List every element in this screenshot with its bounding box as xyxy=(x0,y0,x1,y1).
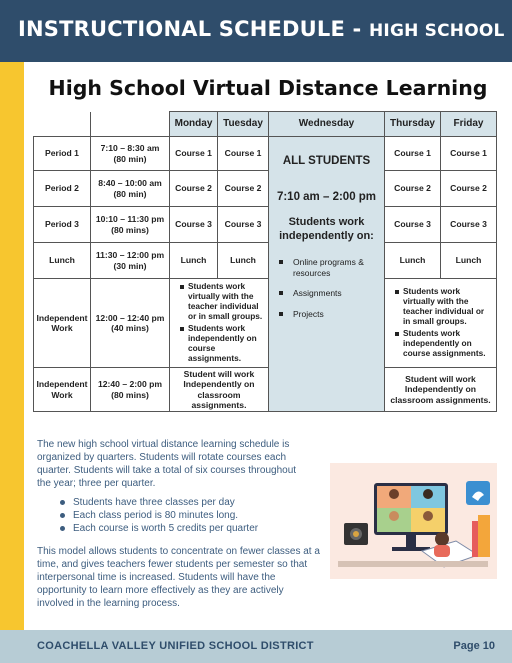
cell-thursday: Course 2 xyxy=(385,171,441,207)
cell-monday: Course 3 xyxy=(170,207,218,243)
time-range: 7:10 – 8:30 am xyxy=(100,143,160,154)
period-time xyxy=(91,137,170,171)
table-row xyxy=(34,137,497,171)
period-time xyxy=(91,243,170,279)
key-points-list xyxy=(59,496,258,535)
period-time xyxy=(91,207,170,243)
time-duration: (80 mins) xyxy=(111,389,149,400)
table-corner xyxy=(34,112,91,137)
cell-thursday: Lunch xyxy=(385,243,441,279)
text-line: classroom assignments. xyxy=(191,389,247,410)
list-item: Projects xyxy=(279,309,378,320)
wednesday-indep-line2: independently on: xyxy=(279,229,374,242)
period-label: Period 1 xyxy=(34,137,91,171)
day-header-friday: Friday xyxy=(441,112,497,137)
cell-monday: Lunch xyxy=(170,243,218,279)
cell-monday: Course 2 xyxy=(170,171,218,207)
cell-thursday: Course 3 xyxy=(385,207,441,243)
period-label: Independent Work xyxy=(34,279,91,368)
cell-thu-fri xyxy=(385,368,497,412)
wednesday-independent xyxy=(275,215,378,244)
wednesday-indep-line1: Students work xyxy=(288,215,365,228)
list-item: Assignments xyxy=(279,288,378,299)
period-label: Period 3 xyxy=(34,207,91,243)
accent-sidebar xyxy=(0,62,24,630)
schedule-table xyxy=(33,111,497,412)
period-time xyxy=(91,368,170,412)
cell-tuesday: Course 2 xyxy=(218,171,269,207)
table-row xyxy=(34,171,497,207)
period-time xyxy=(91,171,170,207)
time-duration: (40 mins) xyxy=(111,323,149,333)
time-range: 12:40 – 2:00 pm xyxy=(97,379,162,390)
cell-friday: Course 1 xyxy=(441,137,497,171)
period-label: Independent Work xyxy=(34,368,91,412)
period-label: Period 2 xyxy=(34,171,91,207)
text-line: Student will work xyxy=(183,369,255,379)
table-corner xyxy=(91,112,170,137)
day-header-thursday: Thursday xyxy=(385,112,441,137)
time-duration: (30 min) xyxy=(113,260,147,271)
text-line: classroom assignments. xyxy=(390,394,491,405)
period-label: Lunch xyxy=(34,243,91,279)
wednesday-list xyxy=(275,257,378,320)
time-range: 8:40 – 10:00 am xyxy=(98,178,162,189)
cell-thu-fri xyxy=(385,279,497,368)
header-title xyxy=(18,17,505,41)
time-range: 11:30 – 12:00 pm xyxy=(95,250,165,261)
table-row xyxy=(34,279,497,368)
period-time xyxy=(91,279,170,368)
cell-monday: Course 1 xyxy=(170,137,218,171)
day-header-tuesday: Tuesday xyxy=(218,112,269,137)
cell-friday: Course 3 xyxy=(441,207,497,243)
list-item: Students work virtually with the teacher individual or in small groups. xyxy=(395,287,491,327)
header-bar xyxy=(0,0,512,62)
cell-friday: Lunch xyxy=(441,243,497,279)
list-item: Students work independently on course assignments. xyxy=(180,324,263,364)
body-paragraph-1: The new high school virtual distance learning schedule is organized by quarters. Students will rotate courses each quarter. Students will take a total of six courses throughout the year; three per quarter. xyxy=(37,439,297,489)
cell-tuesday: Course 3 xyxy=(218,207,269,243)
text-line: Independently on xyxy=(404,384,477,395)
cell-mon-tue xyxy=(170,279,269,368)
page-title: High School Virtual Distance Learning xyxy=(48,76,488,100)
table-row xyxy=(34,368,497,412)
cell-tuesday: Course 1 xyxy=(218,137,269,171)
text-line: Student will work xyxy=(405,374,476,385)
cell-mon-tue xyxy=(170,368,269,412)
body-paragraph-2: This model allows students to concentrate on fewer classes at a time, and gives teachers fewer students per semester so that interpersonal time is increased. Students will have the opportunity to learn more effectively as they are actively involved in the learning process. xyxy=(37,546,320,609)
list-item: Students have three classes per day xyxy=(59,496,258,509)
cell-thursday: Course 1 xyxy=(385,137,441,171)
day-header-wednesday: Wednesday xyxy=(269,112,385,137)
bullet-list xyxy=(172,282,266,364)
time-duration: (80 mins) xyxy=(111,224,149,235)
wednesday-cell xyxy=(269,137,385,412)
time-range: 12:00 – 12:40 pm xyxy=(95,312,165,323)
header-title-main: INSTRUCTIONAL SCHEDULE - xyxy=(18,17,369,41)
day-header-monday: Monday xyxy=(170,112,218,137)
table-row xyxy=(34,243,497,279)
bullet-list xyxy=(387,287,494,359)
footer-district: COACHELLA VALLEY UNIFIED SCHOOL DISTRICT xyxy=(37,640,314,652)
table-row xyxy=(34,207,497,243)
wednesday-all-students: ALL STUDENTS xyxy=(282,155,371,167)
list-item: Students work virtually with the teacher individual or in small groups. xyxy=(180,282,263,322)
footer-page-number: Page 10 xyxy=(453,640,495,652)
header-title-sub: HIGH SCHOOL xyxy=(369,21,505,41)
cell-friday: Course 2 xyxy=(441,171,497,207)
list-item: Students work independently on course assignments. xyxy=(395,329,491,359)
time-duration: (80 min) xyxy=(113,188,147,199)
cell-tuesday: Lunch xyxy=(218,243,269,279)
time-range: 10:10 – 11:30 pm xyxy=(95,214,165,225)
list-item: Each course is worth 5 credits per quarter xyxy=(59,522,258,535)
footer-bar xyxy=(0,630,512,663)
list-item: Online programs & resources xyxy=(279,257,378,278)
time-duration: (80 min) xyxy=(113,153,147,164)
virtual-learning-illustration-icon xyxy=(330,463,497,579)
text-line: Independently on xyxy=(183,379,255,390)
list-item: Each class period is 80 minutes long. xyxy=(59,509,258,522)
wednesday-time: 7:10 am – 2:00 pm xyxy=(276,190,377,203)
